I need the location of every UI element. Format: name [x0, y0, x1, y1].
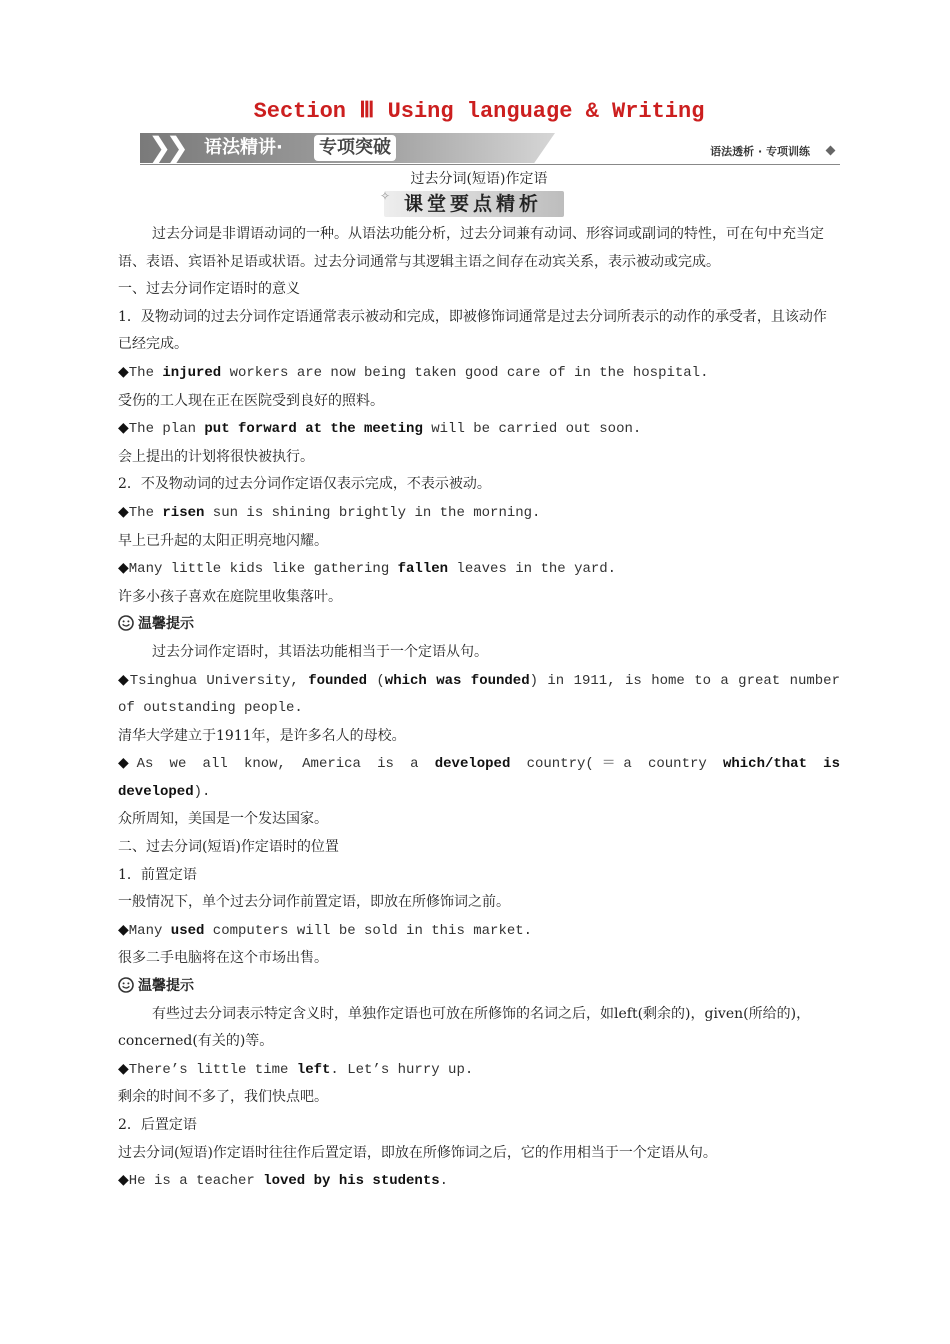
section2-point1-text: 一般情况下，单个过去分词作前置定语，即放在所修饰词之前。 [118, 894, 510, 911]
section2-heading: 二、过去分词(短语)作定语时的位置 [118, 839, 339, 856]
smiley-icon [118, 615, 134, 631]
banner-label: 语法精讲· [204, 137, 283, 158]
topic-heading: 过去分词(短语)作定语 [410, 171, 548, 187]
diamond-icon [826, 146, 836, 156]
smiley-icon [118, 977, 134, 993]
example-sentence: ◆The plan put forward at the meeting will be carried out soon. [118, 420, 642, 438]
example-sentence-cont: developed). [118, 783, 211, 800]
diamond-bullet-icon: ◆ [118, 363, 129, 380]
banner-label-box: 专项突破 [314, 135, 396, 161]
example-sentence: ◆Many little kids like gathering fallen leaves in the yard. [118, 560, 617, 578]
example-translation: 早上已升起的太阳正明亮地闪耀。 [118, 532, 328, 549]
banner-right-label: 语法透析 · 专项训练 [710, 145, 810, 158]
key-points-badge [118, 191, 840, 221]
example-sentence: ◆Many used computers will be sold in this market. [118, 921, 533, 939]
example-translation: 清华大学建立于1911年，是许多名人的母校。 [118, 727, 406, 744]
example-translation: 剩余的时间不多了，我们快点吧。 [118, 1089, 328, 1106]
section1-point1: 1．及物动词的过去分词作定语通常表示被动和完成，即被修饰词通常是过去分词所表示的动作的承受者，且该动作已经完成。 [118, 308, 827, 353]
example-translation: 众所周知，美国是一个发达国家。 [118, 811, 328, 828]
section2-point2: 2．后置定语 [118, 1117, 197, 1133]
example-sentence: ◆He is a teacher loved by his students. [118, 1172, 449, 1190]
intro-paragraph: 过去分词是非谓语动词的一种。从语法功能分析，过去分词兼有动词、形容词或副词的特性，可在句中充当定语、表语、宾语补足语或状语。过去分词通常与其逻辑主语之间存在动宾关系，表示被动或完成。 [118, 226, 824, 270]
tip-heading: 温馨提示 [118, 611, 840, 639]
page-title: Section Ⅲ Using language & Writing [253, 99, 705, 124]
example-sentence: ◆As we all know, America is a developed country(＝a country which/that is [118, 755, 840, 773]
section1-heading: 一、过去分词作定语时的意义 [118, 281, 300, 298]
diamond-bullet-icon: ◆ [118, 1060, 129, 1077]
example-sentence: ◆The injured workers are now being taken good care of in the hospital. [118, 363, 709, 381]
tip-heading: 温馨提示 [118, 973, 840, 1001]
example-sentence-cont: of outstanding people. [118, 700, 303, 717]
section-banner [118, 131, 840, 167]
diamond-bullet-icon: ◆ [118, 420, 129, 437]
example-sentence: ◆The risen sun is shining brightly in the morning. [118, 503, 541, 521]
key-points-label: 课堂要点精析 [404, 193, 543, 215]
section1-point2: 2．不及物动词的过去分词作定语仅表示完成，不表示被动。 [118, 476, 491, 493]
diamond-bullet-icon: ◆ [118, 560, 129, 577]
example-sentence: ◆Tsinghua University, founded (which was founded) in 1911, is home to a great number [118, 671, 840, 689]
diamond-bullet-icon: ◆ [118, 1172, 129, 1189]
diamond-bullet-icon: ◆ [118, 755, 137, 772]
section2-point2-text: 过去分词(短语)作定语时往往作后置定语，即放在所修饰词之后，它的作用相当于一个定语从句。 [118, 1144, 717, 1161]
diamond-bullet-icon: ◆ [118, 671, 130, 688]
sparkle-icon: ✧ [380, 189, 391, 203]
diamond-bullet-icon: ◆ [118, 921, 129, 938]
example-translation: 受伤的工人现在正在医院受到良好的照料。 [118, 392, 384, 409]
diamond-bullet-icon: ◆ [118, 503, 129, 520]
example-translation: 很多二手电脑将在这个市场出售。 [118, 950, 328, 967]
example-sentence: ◆There’s little time left. Let’s hurry up. [118, 1060, 474, 1078]
example-translation: 会上提出的计划将很快被执行。 [118, 448, 314, 465]
example-translation: 许多小孩子喜欢在庭院里收集落叶。 [118, 588, 342, 605]
tip-text: 有些过去分词表示特定含义时，单独作定语也可放在所修饰的名词之后，如left(剩余的)，given(所给的)，concerned(有关的)等。 [118, 1005, 811, 1050]
banner-divider [140, 164, 840, 165]
document-page [118, 95, 840, 1196]
tip-text: 过去分词作定语时，其语法功能相当于一个定语从句。 [152, 643, 488, 660]
section2-point1: 1．前置定语 [118, 866, 197, 883]
double-chevron-icon: ❯❯ [148, 131, 183, 164]
